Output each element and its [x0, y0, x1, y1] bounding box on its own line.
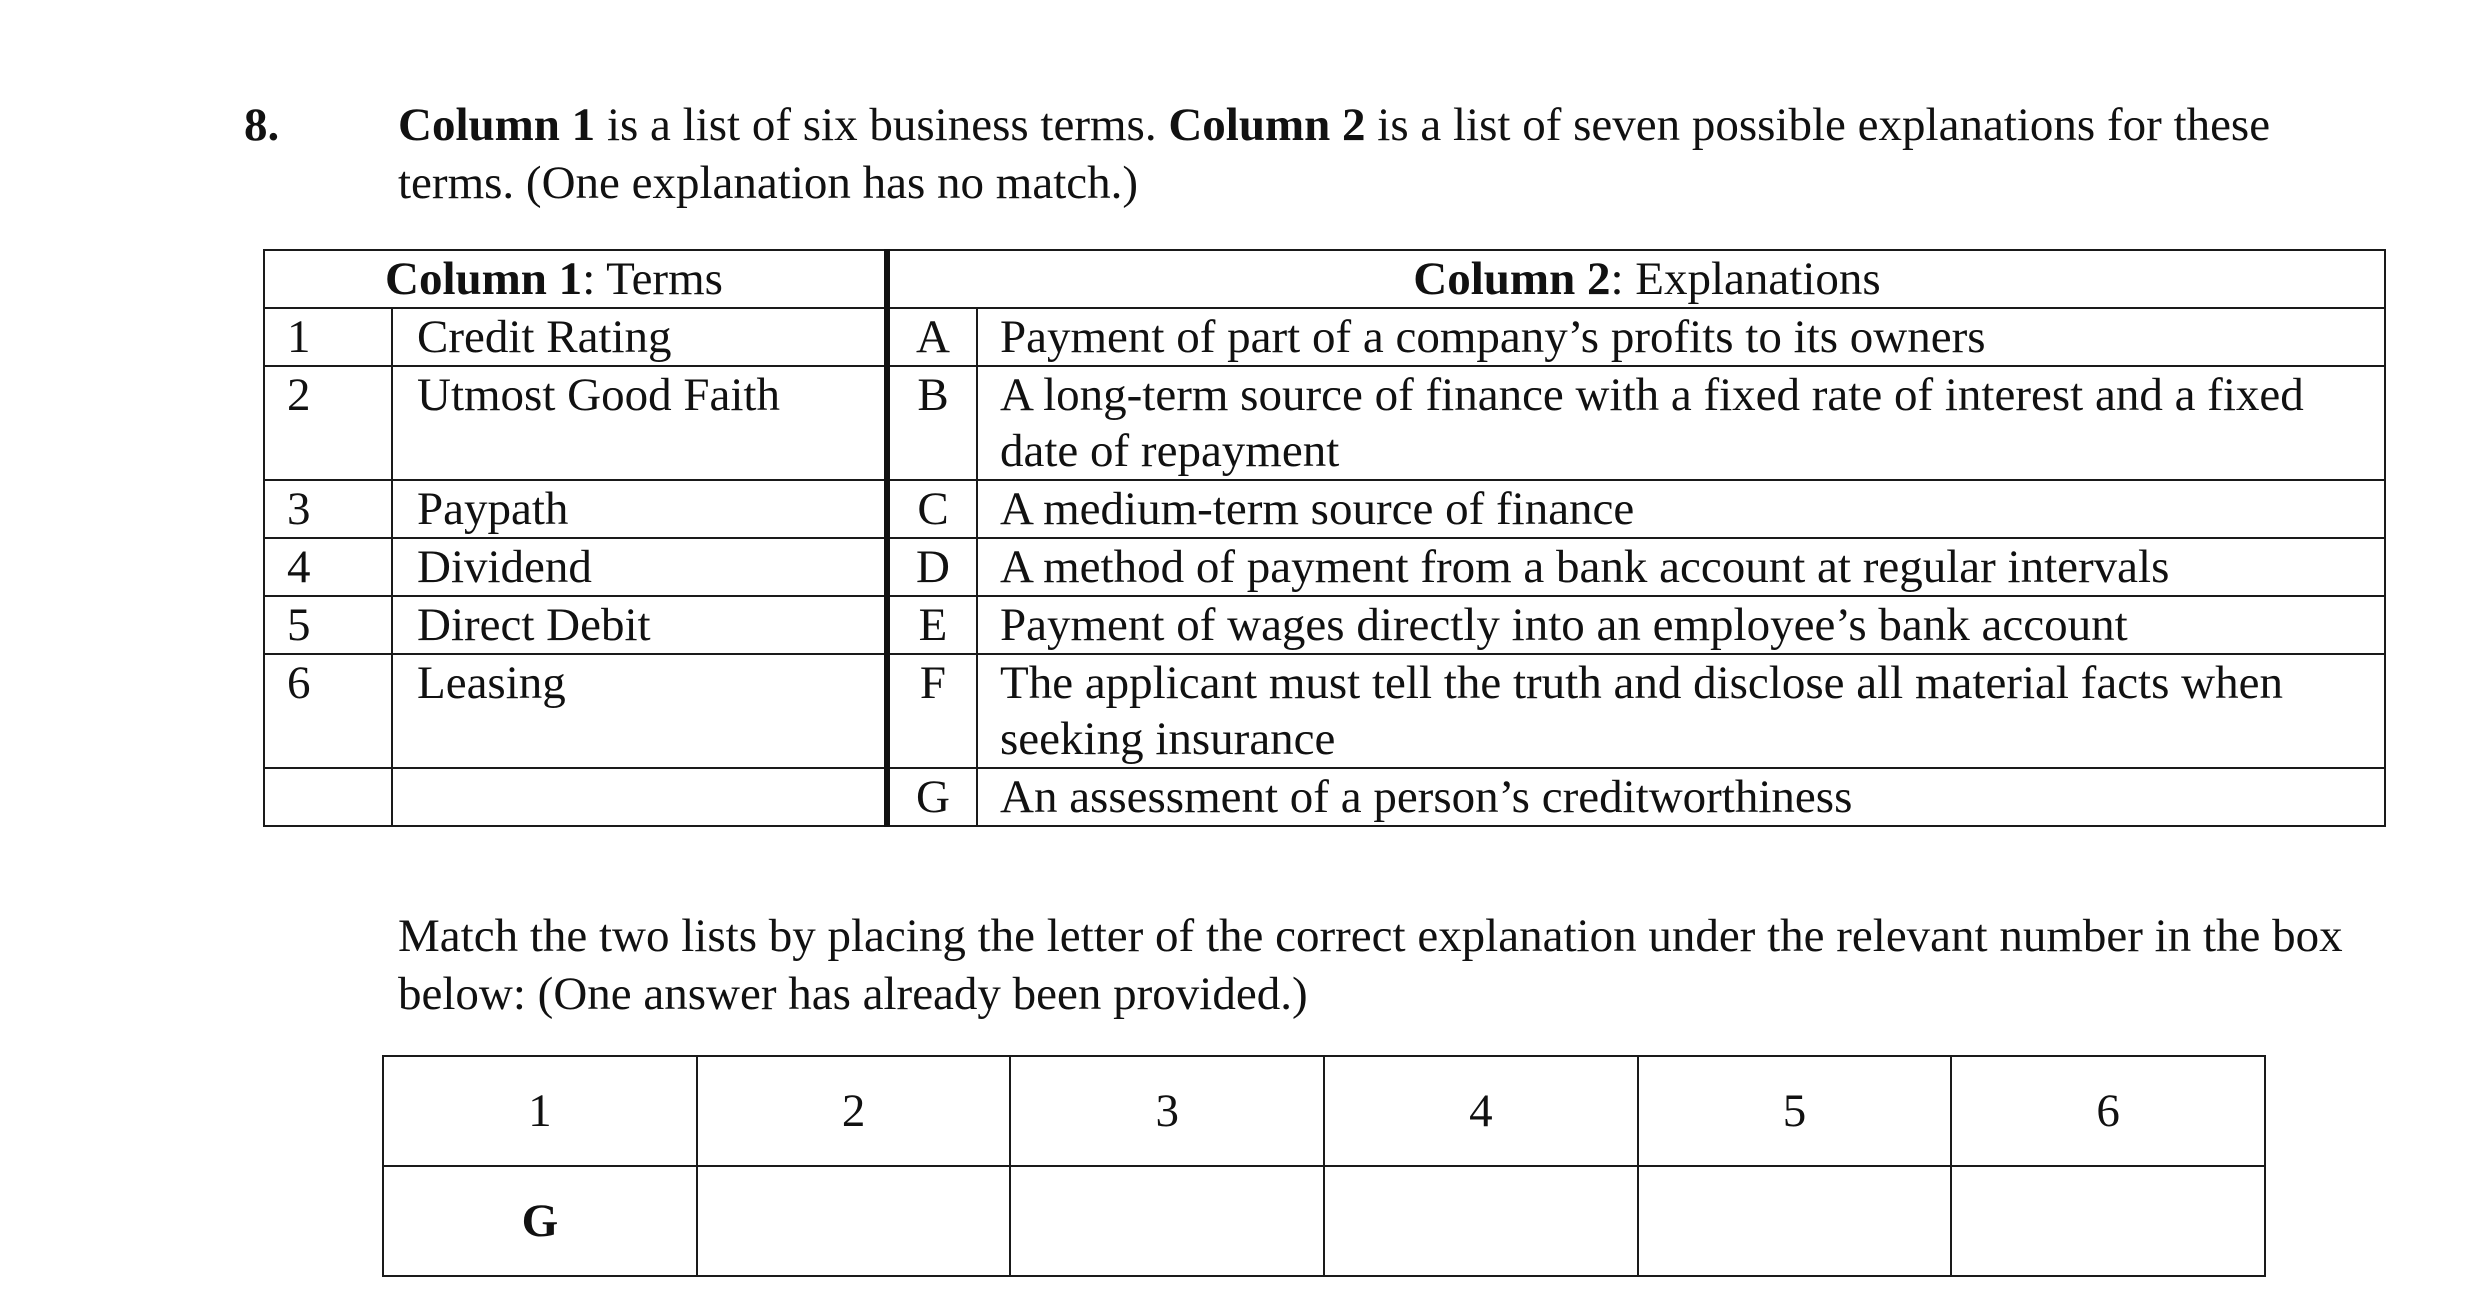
term-number: 2	[264, 366, 392, 480]
explanation: A method of payment from a bank account at regular intervals	[977, 538, 2385, 596]
explanation: A medium-term source of finance	[977, 480, 2385, 538]
explanation-letter: D	[887, 538, 977, 596]
explanation-letter: G	[887, 768, 977, 826]
answer-number: 2	[697, 1056, 1011, 1166]
explanation-letter: A	[887, 308, 977, 366]
explanation: Payment of wages directly into an employee’s bank account	[977, 596, 2385, 654]
column-1-header: Column 1: Terms	[264, 250, 887, 308]
answer-number: 4	[1324, 1056, 1638, 1166]
term-number	[264, 768, 392, 826]
table-row	[264, 596, 2385, 654]
column-2-header: Column 2: Explanations	[887, 250, 2385, 308]
table-header-row	[264, 250, 2385, 308]
question-intro	[398, 96, 2388, 212]
table-row	[264, 768, 2385, 826]
explanation-letter: E	[887, 596, 977, 654]
answer-number: 6	[1951, 1056, 2265, 1166]
term: Direct Debit	[392, 596, 887, 654]
answer-number: 5	[1638, 1056, 1952, 1166]
term-number: 4	[264, 538, 392, 596]
intro-text-1: is a list of six business terms.	[595, 99, 1169, 151]
matching-table	[263, 249, 2386, 827]
column-2-label: Column 2	[1168, 99, 1366, 151]
answer-cell-2[interactable]	[697, 1166, 1011, 1276]
explanation: Payment of part of a company’s profits to its owners	[977, 308, 2385, 366]
table-row	[264, 538, 2385, 596]
answer-number-row	[383, 1056, 2265, 1166]
answer-box	[382, 1055, 2266, 1277]
question-number: 8.	[244, 99, 280, 151]
term-number: 1	[264, 308, 392, 366]
term: Dividend	[392, 538, 887, 596]
term: Leasing	[392, 654, 887, 768]
table-row	[264, 480, 2385, 538]
answer-cell-4[interactable]	[1324, 1166, 1638, 1276]
answer-number: 3	[1010, 1056, 1324, 1166]
intro-text-2: is a list of seven possible explanations for these terms. (One explanation has no match.)	[398, 99, 2271, 209]
answer-cell-1[interactable]: G	[383, 1166, 697, 1276]
term: Utmost Good Faith	[392, 366, 887, 480]
instructions: Match the two lists by placing the letter of the correct explanation under the relevant number in the box below: (One answer has already been provided.)	[398, 910, 2343, 1020]
table-row	[264, 308, 2385, 366]
answer-cell-3[interactable]	[1010, 1166, 1324, 1276]
term-number: 6	[264, 654, 392, 768]
explanation-letter: F	[887, 654, 977, 768]
explanation-letter: C	[887, 480, 977, 538]
answer-number: 1	[383, 1056, 697, 1166]
term	[392, 768, 887, 826]
term-number: 3	[264, 480, 392, 538]
term-number: 5	[264, 596, 392, 654]
table-row	[264, 654, 2385, 768]
term: Credit Rating	[392, 308, 887, 366]
column-1-label: Column 1	[398, 99, 596, 151]
explanation: An assessment of a person’s creditworthiness	[977, 768, 2385, 826]
explanation: A long-term source of finance with a fixed rate of interest and a fixed date of repayment	[977, 366, 2385, 480]
explanation-letter: B	[887, 366, 977, 480]
answer-cell-6[interactable]	[1951, 1166, 2265, 1276]
answer-cell-5[interactable]	[1638, 1166, 1952, 1276]
explanation: The applicant must tell the truth and disclose all material facts when seeking insurance	[977, 654, 2385, 768]
term: Paypath	[392, 480, 887, 538]
answer-row	[383, 1166, 2265, 1276]
table-row	[264, 366, 2385, 480]
